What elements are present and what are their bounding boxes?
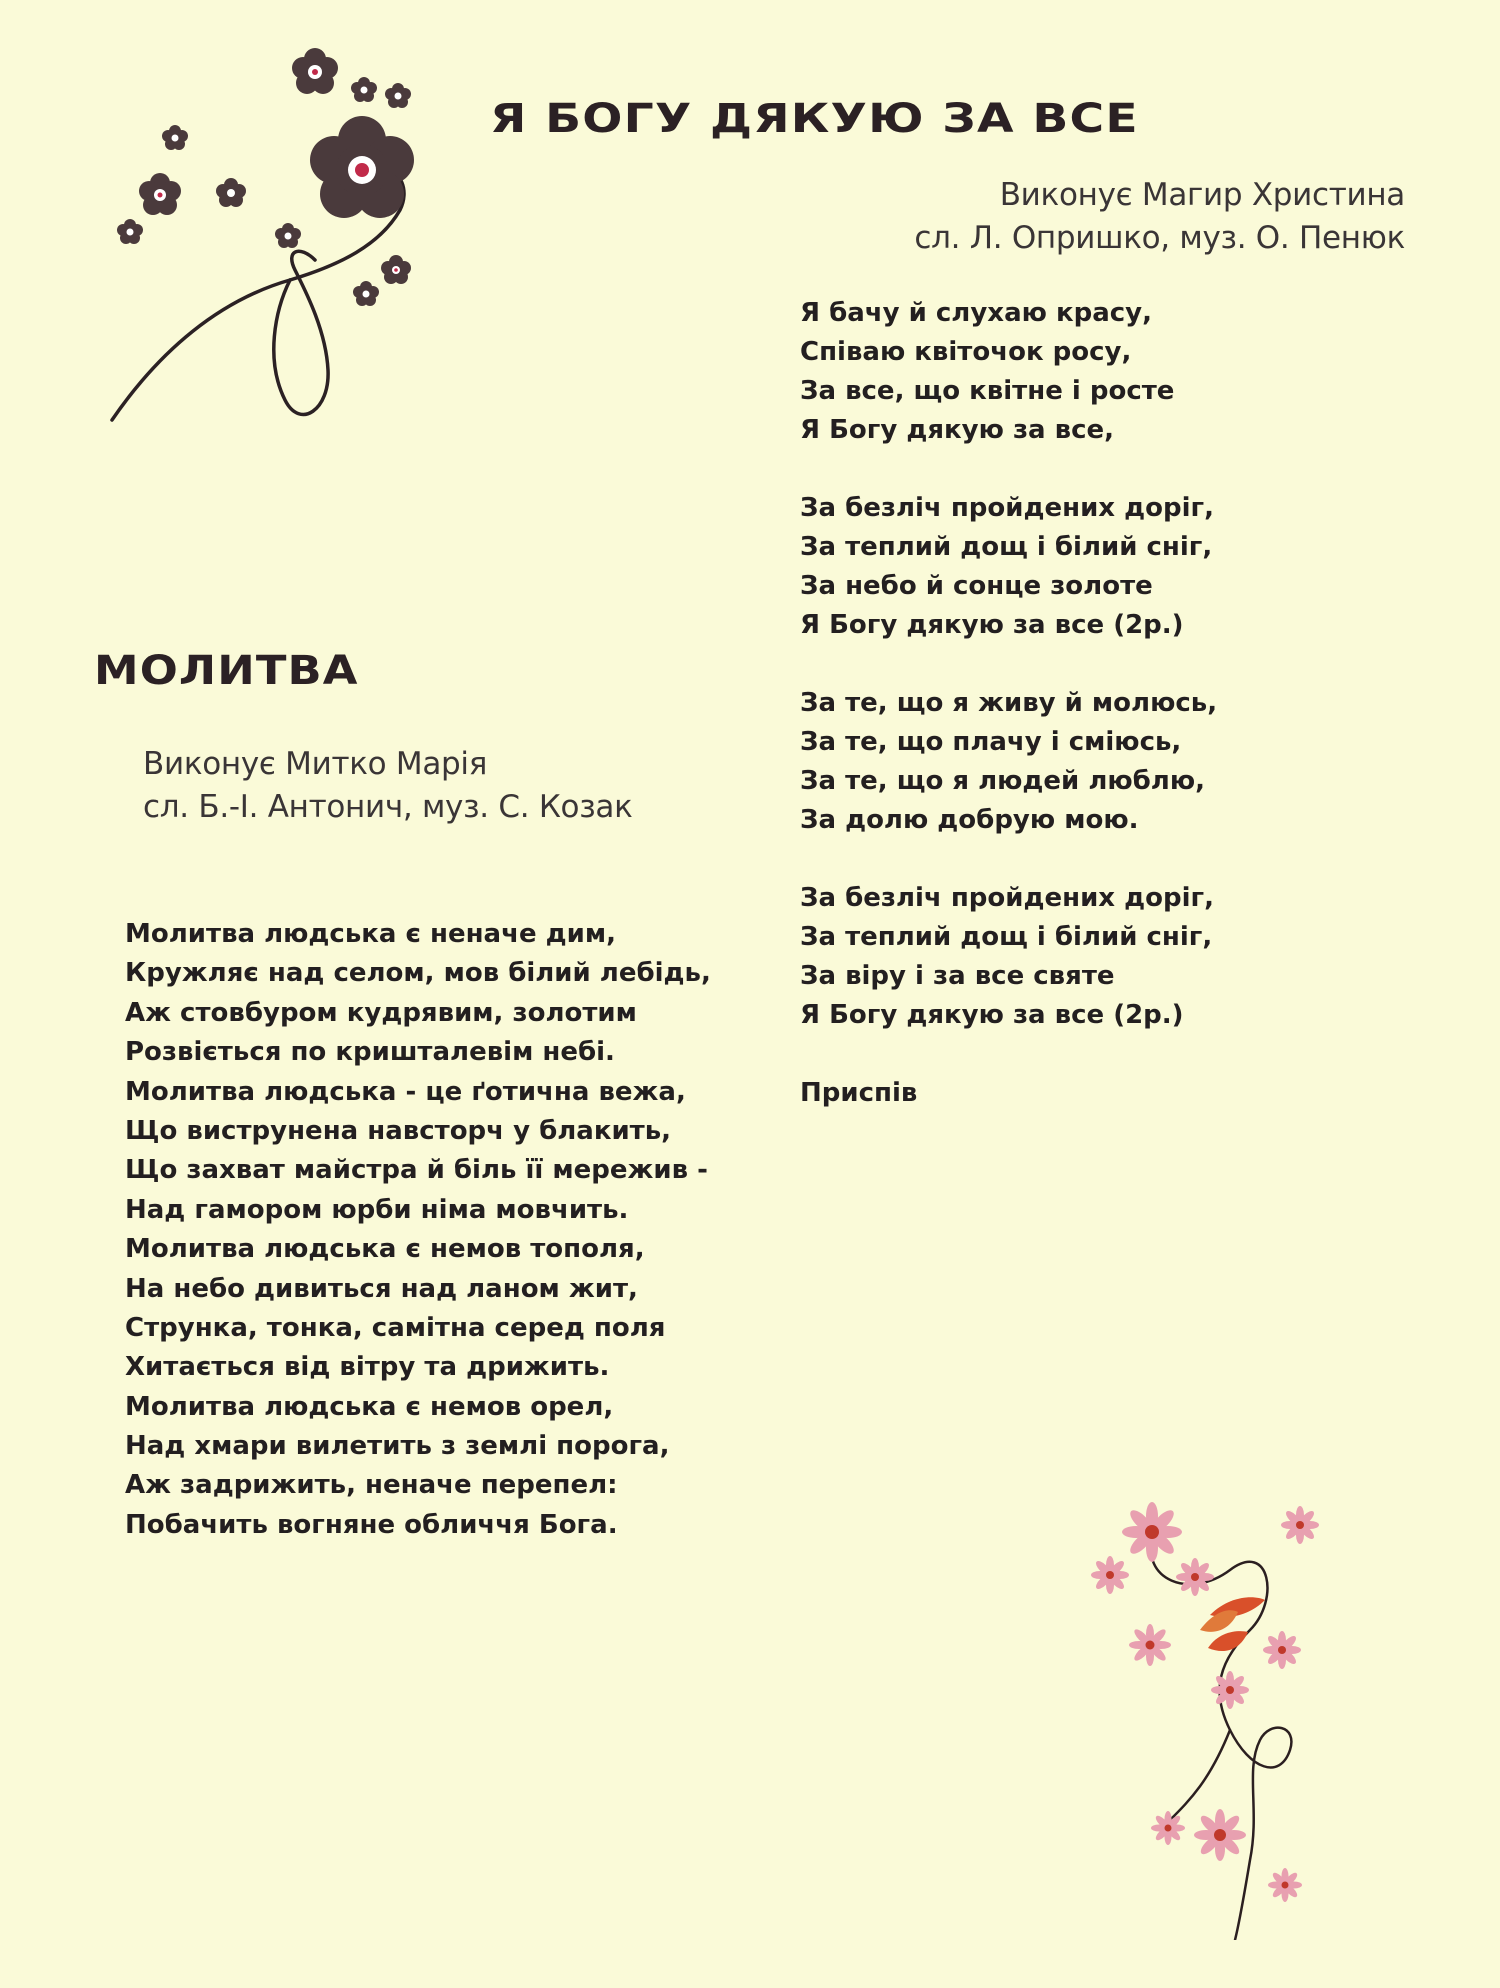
song2-authors: сл. Б.-І. Антонич, муз. С. Козак <box>143 789 633 825</box>
lyric-line: Побачить вогняне обличчя Бога. <box>125 1509 618 1540</box>
lyric-line: Молитва людська є немов орел, <box>125 1391 614 1422</box>
lyric-line: Що виструнена навсторч у блакить, <box>125 1115 672 1146</box>
lyric-line: За теплий дощ і білий сніг, <box>800 532 1213 562</box>
song1-stanza-1 <box>800 294 1217 450</box>
pink-flower-vine-icon <box>1080 1480 1380 1940</box>
lyric-line: За те, що я живу й молюсь, <box>800 688 1218 718</box>
lyric-line: Над гамором юрби німа мовчить. <box>125 1194 629 1225</box>
lyric-line: Співаю квіточок росу, <box>800 337 1132 367</box>
song1-title: Я БОГУ ДЯКУЮ ЗА ВСЕ <box>490 96 1139 142</box>
lyric-line: За безліч пройдених доріг, <box>800 883 1214 913</box>
lyric-line: На небо дивиться над ланом жит, <box>125 1273 638 1304</box>
lyric-line: Кружляє над селом, мов білий лебідь, <box>125 958 711 989</box>
song2-credits <box>143 743 633 829</box>
song2-verse <box>125 915 711 1545</box>
lyric-line: Я Богу дякую за все, <box>800 415 1115 445</box>
lyric-line: Аж стовбуром кудрявим, золотим <box>125 997 637 1028</box>
lyric-line: За все, що квітне і росте <box>800 376 1175 406</box>
song1-performer: Виконує Магир Христина <box>999 177 1405 213</box>
lyric-line: Я Богу дякую за все (2р.) <box>800 610 1184 640</box>
song2-lyrics <box>125 915 711 1545</box>
lyric-line: За те, що я людей люблю, <box>800 766 1205 796</box>
lyric-line: За те, що плачу і сміюсь, <box>800 727 1182 757</box>
chorus-label: Приспів <box>800 1078 918 1108</box>
lyric-line: Що захват майстра й біль її мережив - <box>125 1155 708 1186</box>
lyric-line: Молитва людська є неначе дим, <box>125 919 616 949</box>
lyric-line: Молитва людська - це ґотична вежа, <box>125 1076 686 1107</box>
lyric-line: За теплий дощ і білий сніг, <box>800 922 1213 952</box>
lyric-line: За долю добрую мою. <box>800 805 1139 835</box>
song2-performer: Виконує Митко Марія <box>143 746 488 782</box>
song1-stanza-2 <box>800 489 1217 645</box>
song1-stanza-4 <box>800 879 1217 1035</box>
song1-stanza-3 <box>800 684 1217 840</box>
lyric-line: За безліч пройдених доріг, <box>800 493 1214 523</box>
lyric-line: За небо й сонце золоте <box>800 571 1153 601</box>
lyric-line: За віру і за все святе <box>800 961 1115 991</box>
song1-authors: сл. Л. Опришко, муз. О. Пенюк <box>914 220 1405 256</box>
lyric-line: Аж задрижить, неначе перепел: <box>125 1470 618 1501</box>
flower-branch-icon <box>100 30 440 440</box>
lyric-line: Розвіється по кришталевім небі. <box>125 1037 615 1068</box>
lyric-line: Струнка, тонка, самітна серед поля <box>125 1312 666 1343</box>
song1-credits <box>914 174 1405 260</box>
lyric-line: Я Богу дякую за все (2р.) <box>800 1000 1184 1030</box>
lyric-line: Я бачу й слухаю красу, <box>800 298 1152 328</box>
lyric-line: Над хмари вилетить з землі порога, <box>125 1431 670 1462</box>
song2-title: МОЛИТВА <box>94 648 359 694</box>
song1-lyrics <box>800 294 1217 1113</box>
lyric-line: Молитва людська є немов тополя, <box>125 1234 645 1265</box>
lyric-line: Хитається від вітру та дрижить. <box>125 1352 610 1383</box>
